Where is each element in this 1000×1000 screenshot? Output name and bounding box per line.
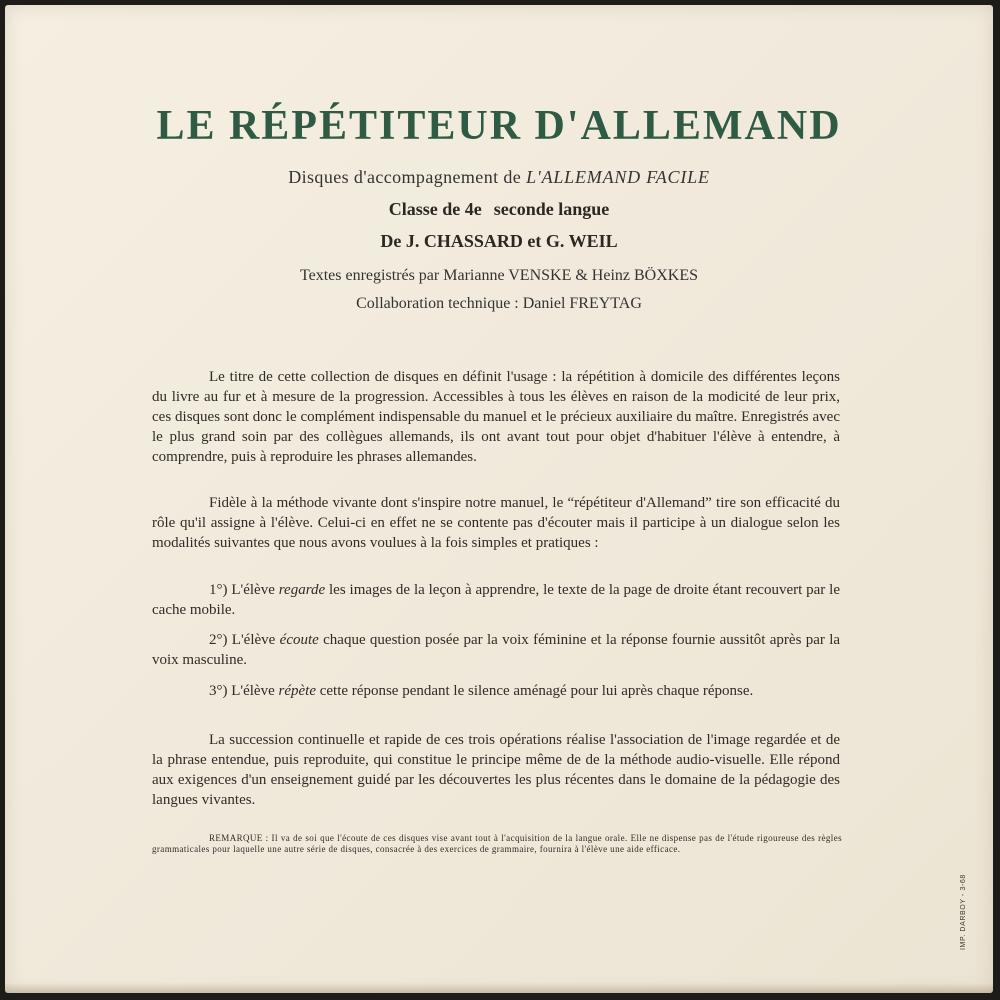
- step-3: [152, 681, 840, 701]
- companion-line: [5, 167, 993, 188]
- voices-credit: Textes enregistrés par Marianne VENSKE & Heinz BÖXKES: [299, 267, 699, 284]
- language-level: seconde langue: [493, 199, 610, 219]
- conclusion-paragraph: La succession continuelle et rapide de ces trois opérations réalise l'association de l'image regardée et de la phrase entendue, puis reproduite, qui constitue le principe même de de la méthode audio-visuelle. Elle répond aux exigences d'un enseignement guidé par les découvertes les plus récentes dans le domaine de la pédagogie des langues vivantes.: [152, 732, 840, 808]
- companion-prefix: Disques d'accompagnement de: [288, 167, 522, 187]
- class-line: [5, 199, 993, 220]
- step-3-prefix: 3°) L'élève: [209, 683, 275, 699]
- authors-line: De J. CHASSARD et G. WEIL: [380, 231, 618, 251]
- step-1: [152, 580, 840, 620]
- method-paragraph: Fidèle à la méthode vivante dont s'inspire notre manuel, le “répétiteur d'Allemand” tire son efficacité du rôle qu'il assigne à l'élève. Celui-ci en effet ne se contente pas d'écouter mais il participe à un dialogue selon les modalités suivantes que nous avons voulues à la fois simples et pratiques :: [152, 495, 840, 551]
- step-1-verb: regarde: [278, 582, 326, 598]
- intro-paragraph: Le titre de cette collection de disques en définit l'usage : la répétition à domicile des différentes leçons du livre au fur et à mesure de la progression. Accessibles à tous les élèves en raison de la modicité de leur prix, ces disques sont donc le complément indispensable du manuel et le précieux auxiliaire du maître. Enregistrés avec le plus grand soin par des collègues allemands, ils ont avant tout pour objet d'habituer l'élève à entendre, à comprendre, puis à reproduire les phrases allemandes.: [152, 369, 840, 465]
- page-title: LE RÉPÉTITEUR D'ALLEMAND: [156, 103, 842, 149]
- record-sleeve-back: [5, 5, 993, 993]
- step-2-text: chaque question posée par la voix féminine et la réponse fournie aussitôt après par la voix masculine.: [152, 632, 841, 668]
- step-3-verb: répète: [278, 683, 316, 699]
- printer-imprint: IMP. DARBOY - 3-68: [960, 874, 967, 950]
- book-title: L'ALLEMAND FACILE: [526, 167, 710, 187]
- step-1-text: les images de la leçon à apprendre, le texte de la page de droite étant recouvert par le cache mobile.: [152, 582, 841, 618]
- step-1-prefix: 1°) L'élève: [209, 582, 275, 598]
- step-3-text: cette réponse pendant le silence aménagé pour lui après chaque réponse.: [319, 683, 754, 699]
- step-2: [152, 630, 840, 670]
- class-level: Classe de 4e: [388, 199, 482, 219]
- step-2-prefix: 2°) L'élève: [209, 632, 276, 648]
- remark-note: REMARQUE : Il va de soi que l'écoute de ces disques vise avant tout à l'acquisition de la langue orale. Elle ne dispense pas de l'étude rigoureuse des règles grammaticales pour laquelle une autre série de disques, consacrée à des exercices de grammaire, fournira à l'élève une aide efficace.: [152, 833, 842, 854]
- step-2-verb: écoute: [279, 632, 319, 648]
- technical-credit: Collaboration technique : Daniel FREYTAG: [356, 295, 642, 312]
